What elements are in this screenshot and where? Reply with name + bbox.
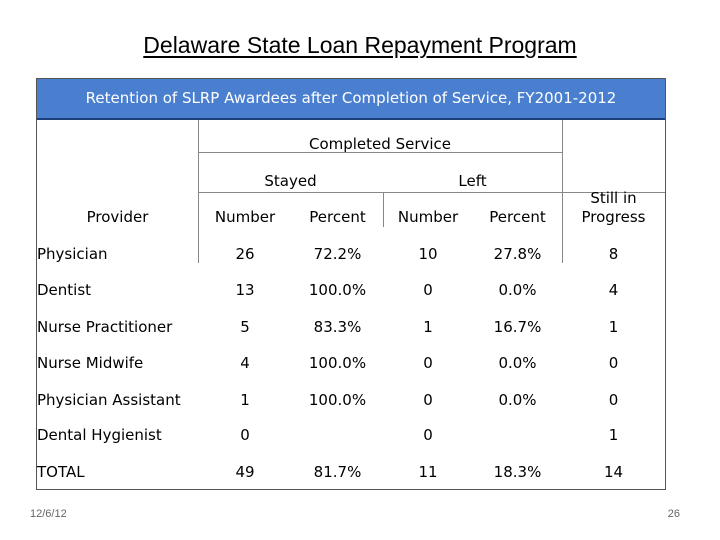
provider-cell: Nurse Practitioner (37, 318, 173, 336)
page-number: 26 (667, 508, 680, 520)
stayed-number-cell: 49 (235, 463, 255, 481)
stayed-percent-cell: 100.0% (308, 391, 367, 409)
stayed-number-cell: 1 (240, 391, 250, 409)
footer-date: 12/6/12 (30, 508, 67, 520)
divider (198, 192, 562, 193)
left-percent-cell: 0.0% (498, 354, 537, 372)
provider-header: Provider (86, 208, 149, 226)
still-cell: 14 (603, 463, 624, 481)
provider-cell: Dentist (37, 281, 92, 299)
left-number-cell: 0 (423, 354, 433, 372)
left-percent-cell: 27.8% (493, 245, 542, 263)
left-number-cell: 0 (423, 391, 433, 409)
provider-cell: TOTAL (37, 463, 85, 481)
still-cell: 1 (608, 426, 619, 444)
page-title (0, 30, 720, 60)
stayed-percent-cell: 72.2% (313, 245, 362, 263)
stayed-number-cell: 5 (240, 318, 250, 336)
still-in-progress-header (562, 189, 665, 227)
stayed-number-cell: 13 (235, 281, 255, 299)
completed-service-header: Completed Service (308, 135, 452, 153)
provider-cell: Nurse Midwife (37, 354, 144, 372)
left-percent-cell: 0.0% (498, 391, 537, 409)
stayed-number-header: Number (214, 208, 276, 226)
still-cell: 1 (608, 318, 619, 336)
left-percent-cell: 16.7% (493, 318, 542, 336)
left-number-cell: 0 (423, 281, 433, 299)
left-percent-cell: 18.3% (493, 463, 542, 481)
left-number-cell: 1 (423, 318, 433, 336)
left-number-cell: 0 (423, 426, 433, 444)
stayed-percent-header: Percent (309, 208, 366, 226)
left-percent-cell: 0.0% (498, 281, 537, 299)
still-cell: 8 (608, 245, 619, 263)
stayed-number-cell: 4 (240, 354, 250, 372)
still-cell: 0 (608, 354, 619, 372)
left-percent-header: Percent (489, 208, 546, 226)
still-cell: 4 (608, 281, 619, 299)
table-banner: Retention of SLRP Awardees after Completion of Service, FY2001-2012 (37, 79, 665, 120)
left-header: Left (458, 172, 487, 190)
left-number-cell: 10 (418, 245, 438, 263)
stayed-number-cell: 26 (235, 245, 255, 263)
still-header-line1: Still in (590, 189, 637, 207)
stayed-percent-cell: 100.0% (308, 281, 367, 299)
still-cell: 0 (608, 391, 619, 409)
retention-table (36, 78, 666, 490)
left-number-header: Number (397, 208, 459, 226)
provider-cell: Physician Assistant (37, 391, 181, 409)
stayed-header: Stayed (264, 172, 317, 190)
stayed-percent-cell: 81.7% (313, 463, 362, 481)
stayed-percent-cell: 100.0% (308, 354, 367, 372)
stayed-number-cell: 0 (240, 426, 250, 444)
provider-cell: Dental Hygienist (37, 426, 162, 444)
page-title-text: Delaware State Loan Repayment Program (143, 32, 577, 58)
stayed-percent-cell: 83.3% (313, 318, 362, 336)
still-header-line2: Progress (581, 208, 646, 226)
left-number-cell: 11 (418, 463, 438, 481)
provider-cell: Physician (37, 245, 108, 263)
